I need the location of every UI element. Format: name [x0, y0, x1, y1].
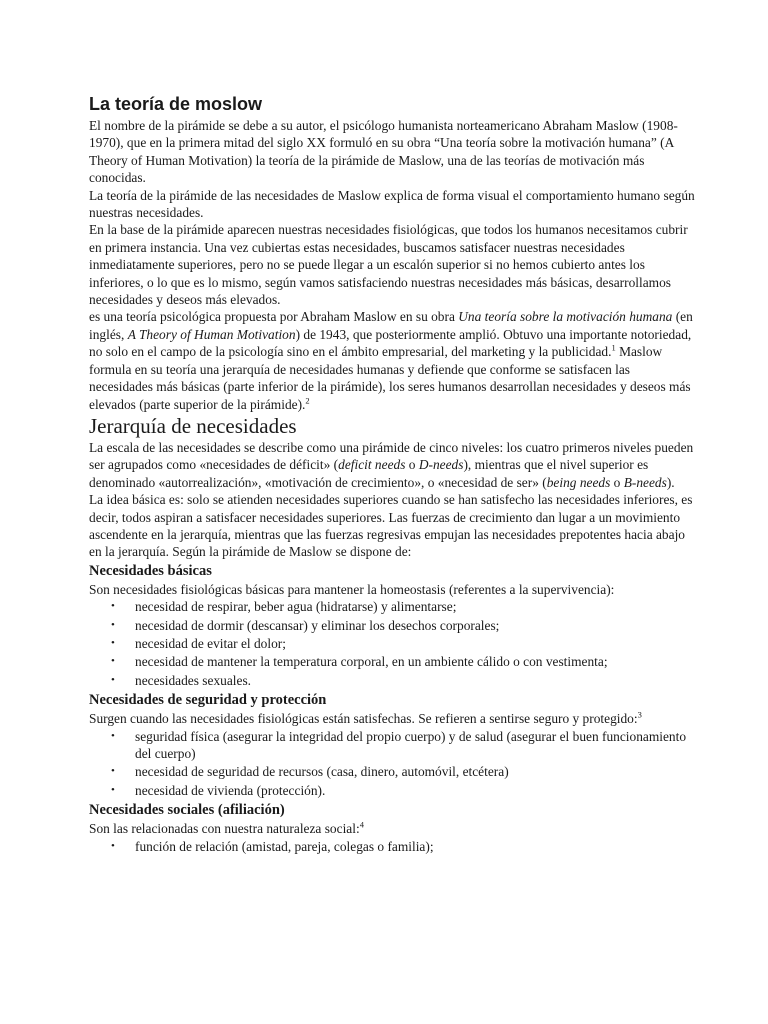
bullet-icon: • [111, 618, 115, 631]
list-item: • necesidades sexuales. [111, 672, 252, 688]
list-item: • necesidad de evitar el dolor; [111, 635, 286, 651]
bullet-icon: • [111, 783, 115, 796]
document-page [89, 92, 695, 856]
basic-idea-paragraph: La idea básica es: solo se atienden necesidades superiores cuando se han satisfecho las necesidades inferiores, es decir, todos aspiran a satisfacer necesidades superiores. Las fuerzas de crecimiento dan lugar a un movimiento ascendente en la jerarquía, mientras que las fuerzas regresivas empujan las necesidades prepotentes hacia abajo en la jerarquía. Según la pirámide de Maslow se dispone de: [89, 492, 693, 560]
bullet-icon: • [111, 600, 115, 613]
maslow-theory-paragraph: es una teoría psicológica propuesta por Abraham Maslow en su obra Una teoría sobre la motivación humana (en inglés, A Theory of Human Motivation) de 1943, que posteriormente amplió. Obtuvo una importante notoriedad, no solo en el campo de la psicología sino en el ámbito empresarial, del marketing y la publicidad.$^1$ Maslow formula en su teoría una jerarquía de necesidades humanas y defiende que conforme se satisfacen las necesidades más básicas (parte inferior de la pirámide), los seres humanos desarrollan necesidades y deseos más elevados (parte superior de la pirámide).$^2$ [89, 309, 693, 412]
intro-paragraph-3: En la base de la pirámide aparecen nuestras necesidades fisiológicas, que todos los humanos necesitamos cubrir en primera instancia. Una vez cubiertas estas necesidades, buscamos satisfacer nuestras necesidades inmediatamente superiores, pero no se puede llegar a un escalón superior si no hemos cubierto antes los inferiores, o lo que es lo mismo, según vamos satisfaciendo nuestras necesidades más básicas, desarrollamos necesidades y deseos más elevados. [89, 222, 688, 308]
seguridad-text: Surgen cuando las necesidades fisiológicas están satisfechas. Se refieren a sentirse seguro y protegido:$^3$ [89, 709, 642, 727]
scale-paragraph: La escala de las necesidades se describe como una pirámide de cinco niveles: los cuatro primeros niveles pueden ser agrupados como «necesidades de déficit» (deficit needs o D-needs), mientras que el nivel superior es denominado «autorrealización», «motivación de crecimiento», o «necesidad de ser» (being needs o B-needs). [89, 439, 694, 490]
basicas-text: Son necesidades fisiológicas básicas para mantener la homeostasis (referentes a la supervivencia): [89, 581, 615, 597]
list-item: • necesidad de seguridad de recursos (casa, dinero, automóvil, etcétera) [111, 764, 509, 780]
footnote-ref-2[interactable]: 2 [305, 395, 310, 406]
seguridad-list [89, 728, 695, 800]
section-heading-jerarquia: Jerarquía de necesidades [89, 413, 297, 438]
bullet-icon: • [111, 765, 115, 778]
sociales-text: Son las relacionadas con nuestra naturaleza social:$^4$ [89, 819, 364, 837]
subheading-basicas: Necesidades básicas [89, 562, 212, 579]
bullet-icon: • [111, 655, 115, 668]
list-item: • seguridad física (asegurar la integridad del propio cuerpo) y de salud (asegurar el buen funcionamiento del cuerpo) [111, 728, 687, 761]
bullet-icon: • [111, 636, 115, 649]
list-item: • necesidad de vivienda (protección). [111, 782, 326, 798]
list-item: • necesidad de respirar, beber agua (hidratarse) y alimentarse; [111, 599, 457, 615]
subheading-sociales: Necesidades sociales (afiliación) [89, 802, 285, 819]
list-item: • necesidad de mantener la temperatura corporal, en un ambiente cálido o con vestimenta; [111, 654, 608, 670]
list-item: • función de relación (amistad, pareja, colegas o familia); [111, 838, 434, 854]
list-item: • necesidad de dormir (descansar) y eliminar los desechos corporales; [111, 617, 500, 633]
sociales-list [89, 838, 695, 855]
footnote-ref-3[interactable]: 3 [637, 709, 642, 720]
book-title-en: A Theory of Human Motivation [127, 326, 296, 342]
doc-title: La teoría de moslow [89, 94, 263, 114]
footnote-ref-1[interactable]: 1 [611, 342, 616, 353]
basicas-list [89, 598, 695, 689]
intro-paragraph-2: La teoría de la pirámide de las necesidades de Maslow explica de forma visual el comportamiento humano según nuestras necesidades. [89, 187, 695, 221]
book-title-es: Una teoría sobre la motivación humana [458, 309, 673, 325]
intro-paragraph-1: El nombre de la pirámide se debe a su autor, el psicólogo humanista norteamericano Abraham Maslow (1908-1970), que en la primera mitad del siglo XX formuló en su obra “Una teoría sobre la motivación humana” (A Theory of Human Motivation) la teoría de la pirámide de Maslow, una de las teorías de motivación más conocidas. [89, 118, 678, 186]
footnote-ref-4[interactable]: 4 [359, 819, 364, 830]
subheading-seguridad: Necesidades de seguridad y protección [89, 692, 327, 709]
bullet-icon: • [111, 729, 115, 742]
bullet-icon: • [111, 673, 115, 686]
bullet-icon: • [111, 839, 115, 852]
